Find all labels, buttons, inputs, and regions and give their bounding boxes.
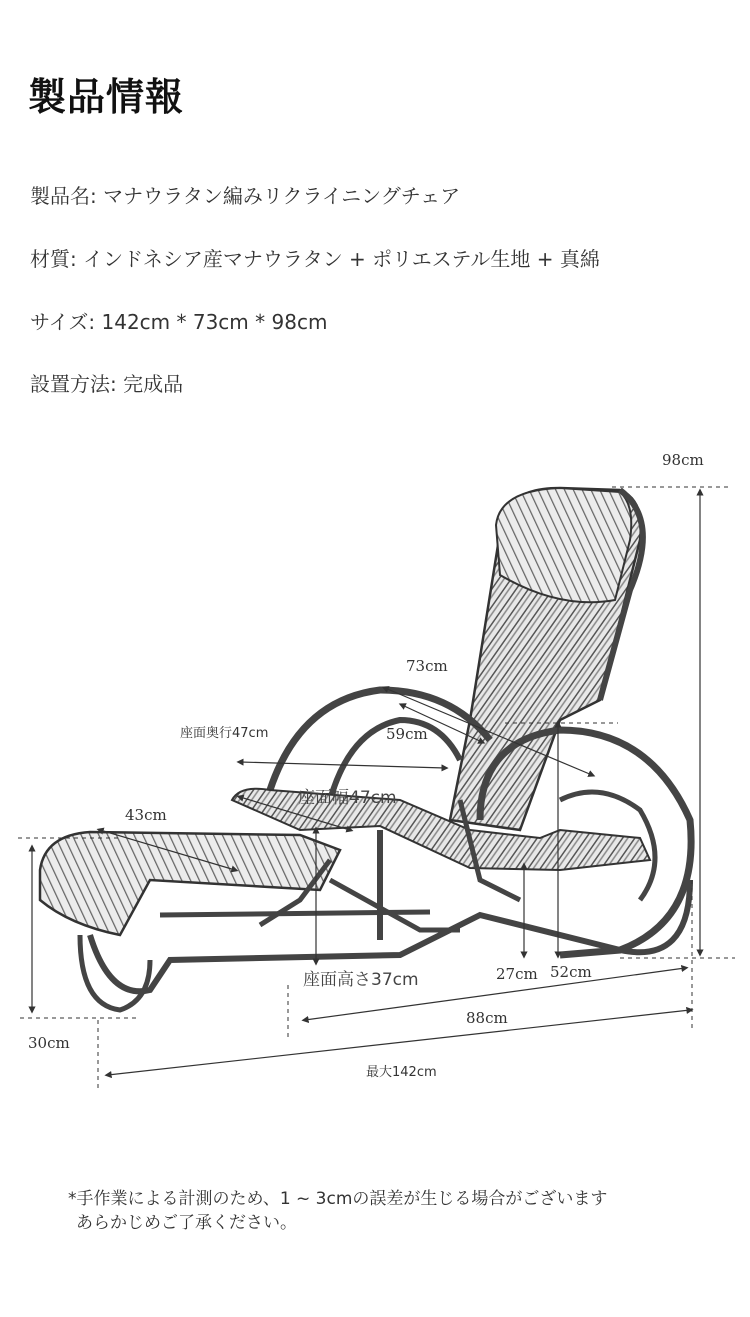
dim-footrest-width: 43cm bbox=[125, 806, 167, 824]
dim-max-length: 最大142cm bbox=[366, 1065, 437, 1080]
dim-seat-diagonal: 59cm bbox=[386, 725, 428, 743]
page-title: 製品情報 bbox=[28, 75, 185, 119]
dim-backrest-length: 73cm bbox=[406, 657, 448, 675]
dim-base-length: 88cm bbox=[466, 1009, 508, 1027]
chair-illustration bbox=[40, 488, 691, 1010]
spec-material: 材質: インドネシア産マナウラタン + ポリエステル生地 + 真綿 bbox=[30, 247, 600, 271]
dim-armrest-high: 52cm bbox=[550, 963, 592, 981]
dim-armrest-low: 27cm bbox=[496, 965, 538, 983]
dim-footrest-height: 30cm bbox=[28, 1034, 70, 1052]
dim-height-total: 98cm bbox=[662, 451, 704, 469]
dim-seat-height: 座面高さ37cm bbox=[303, 970, 419, 990]
spec-installation: 設置方法: 完成品 bbox=[30, 372, 184, 396]
dim-seat-width: 座面幅47cm bbox=[298, 788, 397, 808]
note-measurement-error: *手作業による計測のため、1 ~ 3cmの誤差が生じる場合がございます bbox=[68, 1189, 608, 1209]
spec-product-name: 製品名: マナウラタン編みリクライニングチェア bbox=[30, 184, 461, 208]
spec-size: サイズ: 142cm * 73cm * 98cm bbox=[30, 310, 328, 334]
dim-seat-depth: 座面奥行47cm bbox=[180, 726, 269, 741]
note-apology: あらかじめご了承ください。 bbox=[76, 1213, 297, 1233]
chair-dimension-diagram bbox=[0, 430, 750, 1110]
